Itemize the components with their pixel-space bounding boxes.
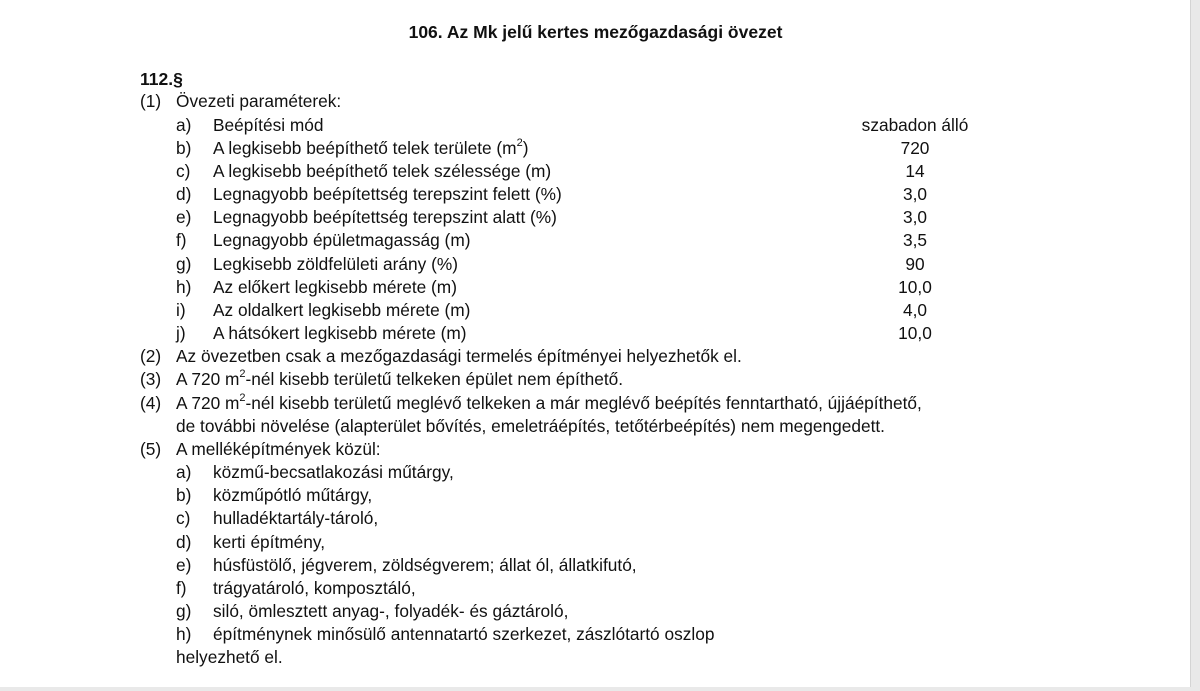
- paragraph-text: A 720 $m^2$-nél kisebb területű meglévő telkeken a már meglévő beépítés fenntartható, újjáépíthető,: [176, 392, 922, 413]
- item-letter: e): [176, 555, 192, 575]
- param-label: Legnagyobb épületmagasság (m): [213, 230, 471, 250]
- superscript: 2: [239, 392, 246, 405]
- param-label: Beépítési mód: [213, 115, 324, 135]
- param-letter: b): [176, 138, 192, 158]
- paragraph-text: Övezeti paraméterek:: [176, 91, 342, 111]
- param-letter: d): [176, 184, 192, 204]
- param-label: A legkisebb beépíthető telek szélessége (m): [213, 161, 552, 181]
- item-label: siló, ömlesztett anyag-, folyadék- és gáztároló,: [213, 601, 569, 621]
- param-label: A hátsókert legkisebb mérete (m): [213, 323, 467, 343]
- paragraph-text: Az övezetben csak a mezőgazdasági termelés építményei helyezhetők el.: [176, 346, 742, 366]
- param-value: 3,0: [902, 184, 928, 204]
- item-label: kerti építmény,: [213, 532, 326, 552]
- paragraph-number: (3): [140, 369, 162, 389]
- paragraph-text: de további növelése (alapterület bővítés, emeletráépítés, tetőtérbeépítés) nem megengedett.: [176, 416, 885, 436]
- viewer-right-edge: [1190, 0, 1200, 691]
- param-letter: h): [176, 277, 192, 297]
- item-label: építménynek minősülő antennatartó szerkezet, zászlótartó oszlop: [213, 624, 715, 644]
- param-label: A legkisebb beépíthető telek területe $(m^2)$: [213, 137, 529, 158]
- param-value: 3,5: [902, 230, 928, 250]
- item-letter: a): [176, 462, 192, 482]
- page-title: 106. Az Mk jelű kertes mezőgazdasági övezet: [408, 22, 783, 42]
- paragraph-number: (4): [140, 393, 162, 413]
- param-value: 90: [905, 254, 925, 274]
- paragraph-text: A melléképítmények közül:: [176, 439, 381, 459]
- item-letter: h): [176, 624, 192, 644]
- param-value: szabadon álló: [861, 115, 969, 135]
- item-label: közműpótló műtárgy,: [213, 485, 373, 505]
- paragraph-number: (5): [140, 439, 162, 459]
- param-label: Az előkert legkisebb mérete (m): [213, 277, 457, 297]
- param-letter: j): [176, 323, 186, 343]
- item-label: húsfüstölő, jégverem, zöldségverem; állat ól, állatkifutó,: [213, 555, 637, 575]
- param-value: 10,0: [898, 323, 932, 343]
- param-value: 720: [900, 138, 930, 158]
- param-letter: c): [176, 161, 191, 181]
- param-letter: g): [176, 254, 192, 274]
- param-value: 10,0: [898, 277, 932, 297]
- param-letter: a): [176, 115, 192, 135]
- closing-text: helyezhető el.: [176, 647, 283, 667]
- param-value: 3,0: [902, 207, 928, 227]
- viewer-bottom-edge: [0, 687, 1200, 691]
- param-letter: f): [176, 230, 187, 250]
- param-letter: e): [176, 207, 192, 227]
- superscript: 2: [239, 368, 246, 381]
- param-label: Legkisebb zöldfelületi arány (%): [213, 254, 458, 274]
- param-label: Legnagyobb beépítettség terepszint felett (%): [213, 184, 562, 204]
- param-letter: i): [176, 300, 186, 320]
- param-label: Az oldalkert legkisebb mérete (m): [213, 300, 471, 320]
- param-label: Legnagyobb beépítettség terepszint alatt (%): [213, 207, 557, 227]
- item-label: közmű-becsatlakozási műtárgy,: [213, 462, 454, 482]
- paragraph-number: (2): [140, 346, 162, 366]
- param-value: 4,0: [902, 300, 928, 320]
- param-value: 14: [905, 161, 925, 181]
- paragraph-text: A 720 $m^2$-nél kisebb területű telkeken épület nem építhető.: [176, 368, 624, 389]
- item-letter: f): [176, 578, 187, 598]
- section-number: 112.§: [140, 69, 183, 89]
- item-label: trágyatároló, komposztáló,: [213, 578, 416, 598]
- superscript: 2: [516, 137, 523, 150]
- item-letter: g): [176, 601, 192, 621]
- item-letter: d): [176, 532, 192, 552]
- paragraph-number: (1): [140, 91, 162, 111]
- item-label: hulladéktartály-tároló,: [213, 508, 379, 528]
- item-letter: b): [176, 485, 192, 505]
- item-letter: c): [176, 508, 191, 528]
